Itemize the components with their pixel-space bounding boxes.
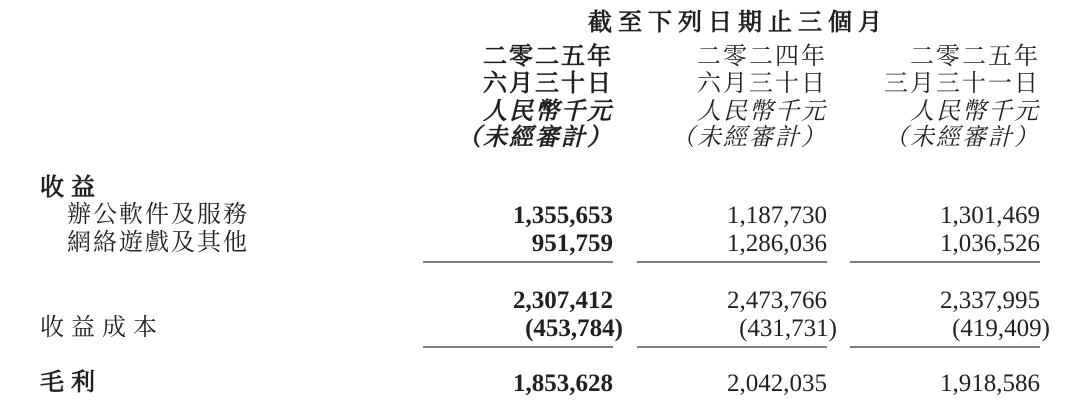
cell-office-software-prior: 1,187,730 bbox=[727, 202, 827, 229]
gross-profit-rule-prior bbox=[637, 346, 827, 348]
col-header-year-prior: 二零二四年 bbox=[697, 44, 827, 70]
col-header-date-current: 六月三十日 bbox=[483, 70, 613, 97]
row-label-office-software: 辦公軟件及服務 bbox=[67, 202, 249, 228]
col-header-note-current: （未經審計） bbox=[457, 125, 613, 151]
cell-revenue-total-prev-quarter: 2,337,995 bbox=[940, 287, 1040, 314]
row-label-gross-profit: 毛利 bbox=[40, 369, 102, 396]
row-label-cost-of-revenue: 收益成本 bbox=[40, 315, 164, 341]
cell-office-software-prev-quarter: 1,301,469 bbox=[940, 202, 1040, 229]
col-header-year-current: 二零二五年 bbox=[483, 43, 613, 70]
subtotal-rule-current bbox=[423, 261, 613, 263]
cell-cost-of-revenue-current: (453,784) bbox=[525, 315, 623, 342]
cell-gross-profit-prev-quarter: 1,918,586 bbox=[940, 370, 1040, 397]
subtotal-rule-prior bbox=[637, 261, 827, 263]
col-header-note-prior: （未經審計） bbox=[671, 125, 827, 151]
col-header-date-prev-quarter: 三月三十一日 bbox=[884, 71, 1040, 97]
gross-profit-rule-current bbox=[423, 346, 613, 348]
cell-cost-of-revenue-prev-quarter: (419,409) bbox=[952, 315, 1050, 342]
cell-gross-profit-prior: 2,042,035 bbox=[727, 370, 827, 397]
col-header-unit-current: 人民幣千元 bbox=[483, 99, 613, 125]
cell-cost-of-revenue-prior: (431,731) bbox=[739, 315, 837, 342]
cell-online-games-current: 951,759 bbox=[531, 230, 613, 257]
col-header-note-prev-quarter: （未經審計） bbox=[884, 125, 1040, 151]
table-caption: 截至下列日期止三個月 bbox=[588, 9, 888, 36]
row-label-online-games: 網絡遊戲及其他 bbox=[67, 230, 249, 256]
section-header-revenue: 收益 bbox=[40, 174, 102, 201]
cell-revenue-total-current: 2,307,412 bbox=[513, 287, 613, 314]
col-header-unit-prior: 人民幣千元 bbox=[697, 99, 827, 125]
col-header-year-prev-quarter: 二零二五年 bbox=[910, 44, 1040, 70]
gross-profit-rule-prev-quarter bbox=[850, 346, 1040, 348]
cell-online-games-prev-quarter: 1,036,526 bbox=[940, 230, 1040, 257]
cell-revenue-total-prior: 2,473,766 bbox=[727, 287, 827, 314]
subtotal-rule-prev-quarter bbox=[850, 261, 1040, 263]
col-header-date-prior: 六月三十日 bbox=[697, 71, 827, 97]
cell-online-games-prior: 1,286,036 bbox=[727, 230, 827, 257]
cell-office-software-current: 1,355,653 bbox=[513, 202, 613, 229]
col-header-unit-prev-quarter: 人民幣千元 bbox=[910, 99, 1040, 125]
cell-gross-profit-current: 1,853,628 bbox=[513, 370, 613, 397]
